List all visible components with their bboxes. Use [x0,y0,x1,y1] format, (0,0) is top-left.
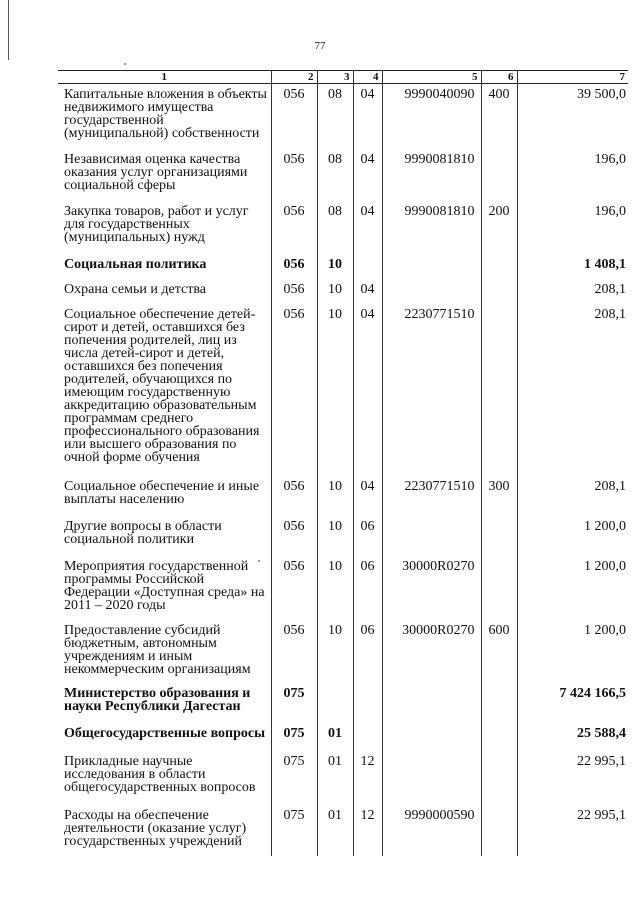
row-expense-type [481,254,517,279]
row-chapter-code: 10 [317,516,353,556]
row-expense-type: 400 [481,84,517,149]
table-row [58,201,628,254]
table-row [58,805,628,856]
row-amount: 1 200,0 [517,620,628,683]
row-chapter-code [317,683,353,723]
row-expense-type [481,683,517,723]
row-name: Другие вопросы в области социальной политики [64,518,222,547]
row-chapter-code: 01 [317,723,353,751]
row-target-code [382,254,481,279]
row-name: Прикладные научные исследования в области общегосударственных вопросов [64,753,256,795]
row-target-code [382,516,481,556]
row-section-code: 075 [271,751,317,805]
row-name: Капитальные вложения в объекты недвижимого имущества государственной (муниципальной) собственности [64,87,267,141]
row-subchapter-code: 06 [353,620,382,683]
row-subchapter-code: 04 [353,304,382,476]
row-name: Предоставление субсидий бюджетным, автономным учреждениям и иным некоммерческим организациям [64,622,251,677]
row-subchapter-code [353,254,382,279]
row-subchapter-code: 04 [353,149,382,201]
row-amount: 196,0 [517,149,628,201]
row-expense-type [481,304,517,476]
row-chapter-code: 08 [317,149,353,201]
row-section-code: 056 [271,516,317,556]
row-target-code [382,683,481,723]
row-amount: 39 500,0 [517,84,628,149]
header-row [58,71,628,84]
row-subchapter-code: 06 [353,516,382,556]
row-expense-type: 200 [481,201,517,254]
row-amount: 1 200,0 [517,556,628,620]
row-name: Охрана семьи и детства [64,281,206,297]
header-col-5: 5 [382,71,481,84]
header-col-3: 3 [317,71,353,84]
row-target-code: 2230771510 [382,304,481,476]
row-chapter-code: 10 [317,620,353,683]
table-row [58,254,628,279]
table-row [58,84,628,149]
row-amount: 208,1 [517,279,628,304]
row-subchapter-code: 04 [353,476,382,516]
row-subchapter-code [353,723,382,751]
table-header [58,71,628,84]
row-expense-type [481,516,517,556]
row-amount: 7 424 166,5 [517,683,628,723]
row-expense-type [481,149,517,201]
table-row [58,556,628,620]
row-section-code: 056 [271,201,317,254]
row-amount: 208,1 [517,304,628,476]
budget-table [58,70,628,856]
row-chapter-code: 01 [317,751,353,805]
row-expense-type [481,279,517,304]
page-number: 77 [314,40,326,52]
row-target-code [382,723,481,751]
row-chapter-code: 10 [317,476,353,516]
row-section-code: 075 [271,683,317,723]
row-subchapter-code: 04 [353,279,382,304]
table-row [58,516,628,556]
row-section-code: 075 [271,723,317,751]
row-section-code: 056 [271,254,317,279]
row-amount: 22 995,1 [517,805,628,856]
row-subchapter-code: 12 [353,805,382,856]
row-section-code: 056 [271,304,317,476]
row-name: Независимая оценка качества оказания услуг организациями социальной сферы [64,151,248,193]
row-target-code: 30000R0270 [382,620,481,683]
row-name: Социальное обеспечение детей-сирот и детей, оставшихся без попечения родителей, лиц из числа детей-сирот и детей, оставшихся без попечения родителей, обучающихся по имеющим государственную аккредитацию образовательным программам среднего профессионального образования или высшего образования по очной форме обучения [64,306,260,465]
row-section-code: 056 [271,556,317,620]
row-name: Расходы на обеспечение деятельности (оказание услуг) государственных учреждений [64,807,247,849]
row-target-code [382,751,481,805]
row-target-code: 2230771510 [382,476,481,516]
row-amount: 22 995,1 [517,751,628,805]
row-section-code: 075 [271,805,317,856]
table-row [58,149,628,201]
row-target-code: 9990081810 [382,201,481,254]
row-name: Общегосударственные вопросы [64,725,266,741]
table-row [58,279,628,304]
table-row [58,683,628,723]
row-chapter-code: 01 [317,805,353,856]
row-amount: 1 200,0 [517,516,628,556]
row-expense-type [481,723,517,751]
row-chapter-code: 08 [317,201,353,254]
header-col-4: 4 [353,71,382,84]
row-amount: 208,1 [517,476,628,516]
table-row [58,620,628,683]
row-name: Министерство образования и науки Республики Дагестан [64,685,251,714]
row-section-code: 056 [271,476,317,516]
row-amount: 196,0 [517,201,628,254]
row-subchapter-code: 12 [353,751,382,805]
row-chapter-code: 10 [317,254,353,279]
row-target-code: 30000R0270 [382,556,481,620]
header-col-7: 7 [517,71,628,84]
row-chapter-code: 10 [317,279,353,304]
row-target-code: 9990000590 [382,805,481,856]
row-name: Социальная политика [64,256,207,272]
row-amount: 25 588,4 [517,723,628,751]
table-row [58,304,628,476]
row-subchapter-code: 04 [353,201,382,254]
table-row [58,723,628,751]
row-amount: 1 408,1 [517,254,628,279]
header-col-1: 1 [58,71,271,84]
row-section-code: 056 [271,279,317,304]
row-name: Мероприятия государственной программы Российской Федерации «Доступная среда» на 2011 – 2020 годы [64,558,265,613]
row-expense-type [481,751,517,805]
header-col-2: 2 [271,71,317,84]
row-subchapter-code: 06 [353,556,382,620]
row-section-code: 056 [271,149,317,201]
row-chapter-code: 10 [317,556,353,620]
table-row [58,751,628,805]
table-row [58,476,628,516]
row-chapter-code: 10 [317,304,353,476]
header-col-6: 6 [481,71,517,84]
row-expense-type [481,556,517,620]
row-expense-type [481,805,517,856]
row-name: Закупка товаров, работ и услуг для государственных (муниципальных) нужд [64,203,249,245]
row-section-code: 056 [271,84,317,149]
table-body [58,84,628,856]
row-chapter-code: 08 [317,84,353,149]
row-expense-type: 600 [481,620,517,683]
scan-speck [124,63,126,65]
row-target-code: 9990081810 [382,149,481,201]
row-target-code: 9990040090 [382,84,481,149]
row-subchapter-code: 04 [353,84,382,149]
row-name: Социальное обеспечение и иные выплаты населению [64,478,260,507]
row-expense-type: 300 [481,476,517,516]
row-subchapter-code [353,683,382,723]
row-target-code [382,279,481,304]
row-section-code: 056 [271,620,317,683]
